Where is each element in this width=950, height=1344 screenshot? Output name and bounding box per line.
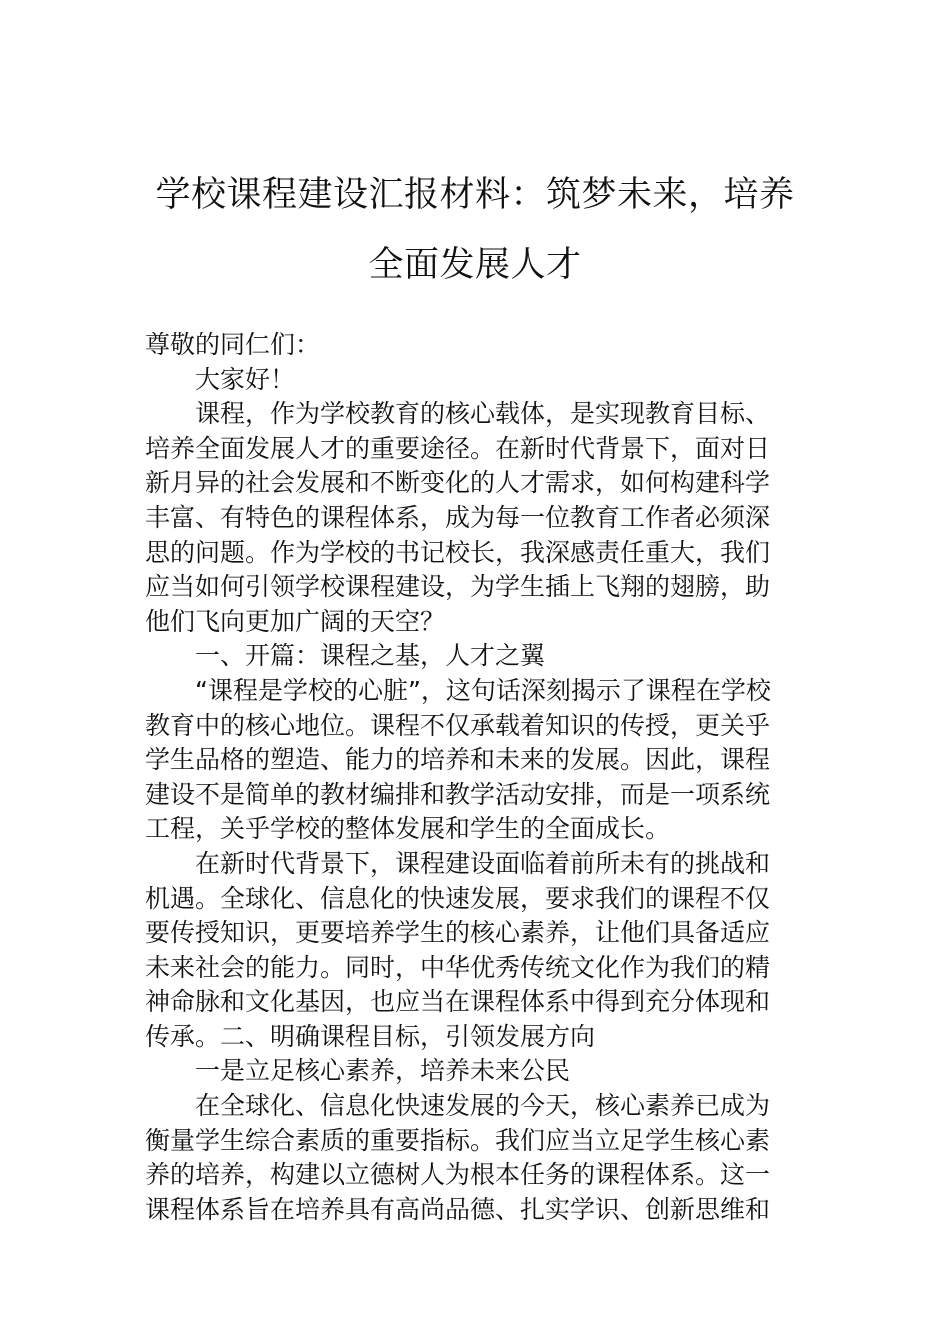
- paragraph-line: 在全球化、信息化快速发展的今天，核心素养已成为: [195, 1091, 771, 1121]
- paragraph-line: 学生品格的塑造、能力的培养和未来的发展。因此，课程: [145, 745, 771, 775]
- paragraph-line: 神命脉和文化基因，也应当在课程体系中得到充分体现和: [145, 987, 771, 1017]
- paragraph-line: 新月异的社会发展和不断变化的人才需求，如何构建科学: [145, 468, 771, 498]
- paragraph-line: 课程，作为学校教育的核心载体，是实现教育目标、: [195, 399, 771, 429]
- paragraph-line: 应当如何引领学校课程建设，为学生插上飞翔的翅膀，助: [145, 572, 771, 602]
- paragraph-line: “课程是学校的心脏”，这句话深刻揭示了课程在学校: [195, 675, 771, 705]
- salutation: 尊敬的同仁们：: [145, 330, 321, 359]
- paragraph-line: 未来社会的能力。同时，中华优秀传统文化作为我们的精: [145, 952, 771, 982]
- paragraph-line: 培养全面发展人才的重要途径。在新时代背景下，面对日: [145, 433, 771, 463]
- paragraph-line: 机遇。全球化、信息化的快速发展，要求我们的课程不仅: [145, 883, 771, 913]
- document-title: [145, 160, 805, 300]
- paragraph-line: 课程体系旨在培养具有高尚品德、扎实学识、创新思维和: [145, 1194, 771, 1224]
- paragraph-line: 建设不是简单的教材编排和教学活动安排，而是一项系统: [145, 779, 771, 809]
- title-line-2: 全面发展人才: [368, 245, 582, 285]
- paragraph-line: 思的问题。作为学校的书记校长，我深感责任重大，我们: [145, 537, 771, 567]
- subsection-heading: 一是立足核心素养，培养未来公民: [195, 1056, 571, 1086]
- paragraph-line: 他们飞向更加广阔的天空？: [145, 606, 446, 636]
- document-body: [145, 328, 807, 1227]
- greeting: 大家好！: [195, 364, 296, 394]
- title-line-1: 学校课程建设汇报材料：筑梦未来，培养: [155, 175, 795, 215]
- paragraph-line: 养的培养，构建以立德树人为根本任务的课程体系。这一: [145, 1160, 771, 1190]
- paragraph-line: 工程，关乎学校的整体发展和学生的全面成长。: [145, 814, 671, 844]
- section-heading: 一、开篇：课程之基，人才之翼: [195, 641, 546, 671]
- paragraph-line: 教育中的核心地位。课程不仅承载着知识的传授，更关乎: [145, 710, 771, 740]
- paragraph-line: 传承。二、明确课程目标，引领发展方向: [145, 1021, 596, 1051]
- paragraph-line: 衡量学生综合素质的重要指标。我们应当立足学生核心素: [145, 1125, 771, 1155]
- paragraph-line: 在新时代背景下，课程建设面临着前所未有的挑战和: [195, 848, 771, 878]
- paragraph-line: 要传授知识，更要培养学生的核心素养，让他们具备适应: [145, 918, 771, 948]
- paragraph-line: 丰富、有特色的课程体系，成为每一位教育工作者必须深: [145, 502, 771, 532]
